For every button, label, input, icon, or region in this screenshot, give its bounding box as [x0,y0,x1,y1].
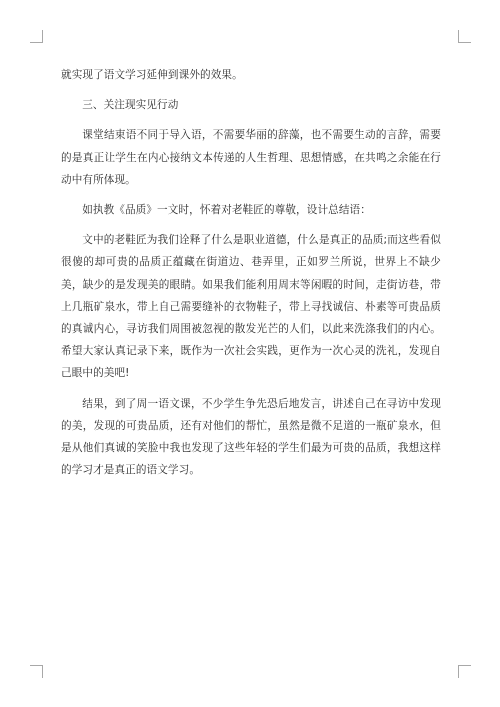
document-body [61,64,441,481]
crop-mark-bottom-right [458,665,471,678]
paragraph-summary-quote: 文中的老鞋匠为我们诠释了什么是职业道德，什么是真正的品质;而这些看似很傻的却可贵的品质正蕴藏在街道边、巷弄里，正如罗兰所说，世界上不缺少美，缺少的是发现美的眼睛。如果我们能利用周末等闲暇的时间，走街访巷，带上几瓶矿泉水，带上自己需要缝补的衣物鞋子，带上寻找诚信、朴素等可贵品质的真诚内心，寻访我们周围被忽视的散发光芒的人们，以此来洗涤我们的内心。希望大家认真记录下来，既作为一次社会实践，更作为一次心灵的洗礼，发现自己眼中的美吧! [61,234,441,380]
crop-mark-bottom-left [30,665,43,678]
paragraph-example-intro: 如执教《品质》一文时，怀着对老鞋匠的尊敬，设计总结语： [82,204,371,217]
paragraph-continuation: 就实现了语文学习延伸到课外的效果。 [61,69,243,81]
paragraph-closing-remarks: 课堂结束语不同于导入语，不需要华丽的辞藻，也不需要生动的言辞，需要的是真正让学生在内心接纳文本传递的人生哲理、思想情感，在共鸣之余能在行动中有所体现。 [61,129,441,186]
crop-mark-top-left [30,30,43,43]
crop-mark-top-right [458,30,471,43]
section-heading: 三、关注现实见行动 [82,99,179,112]
paragraph-result: 结果，到了周一语文课，不少学生争先恐后地发言，讲述自己在寻访中发现的美，发现的可贵品质，还有对他们的帮忙，虽然是微不足道的一瓶矿泉水，但是从他们真诚的笑脸中我也发现了这些年轻的学生们最为可贵的品质，我想这样的学习才是真正的语文学习。 [61,397,441,477]
